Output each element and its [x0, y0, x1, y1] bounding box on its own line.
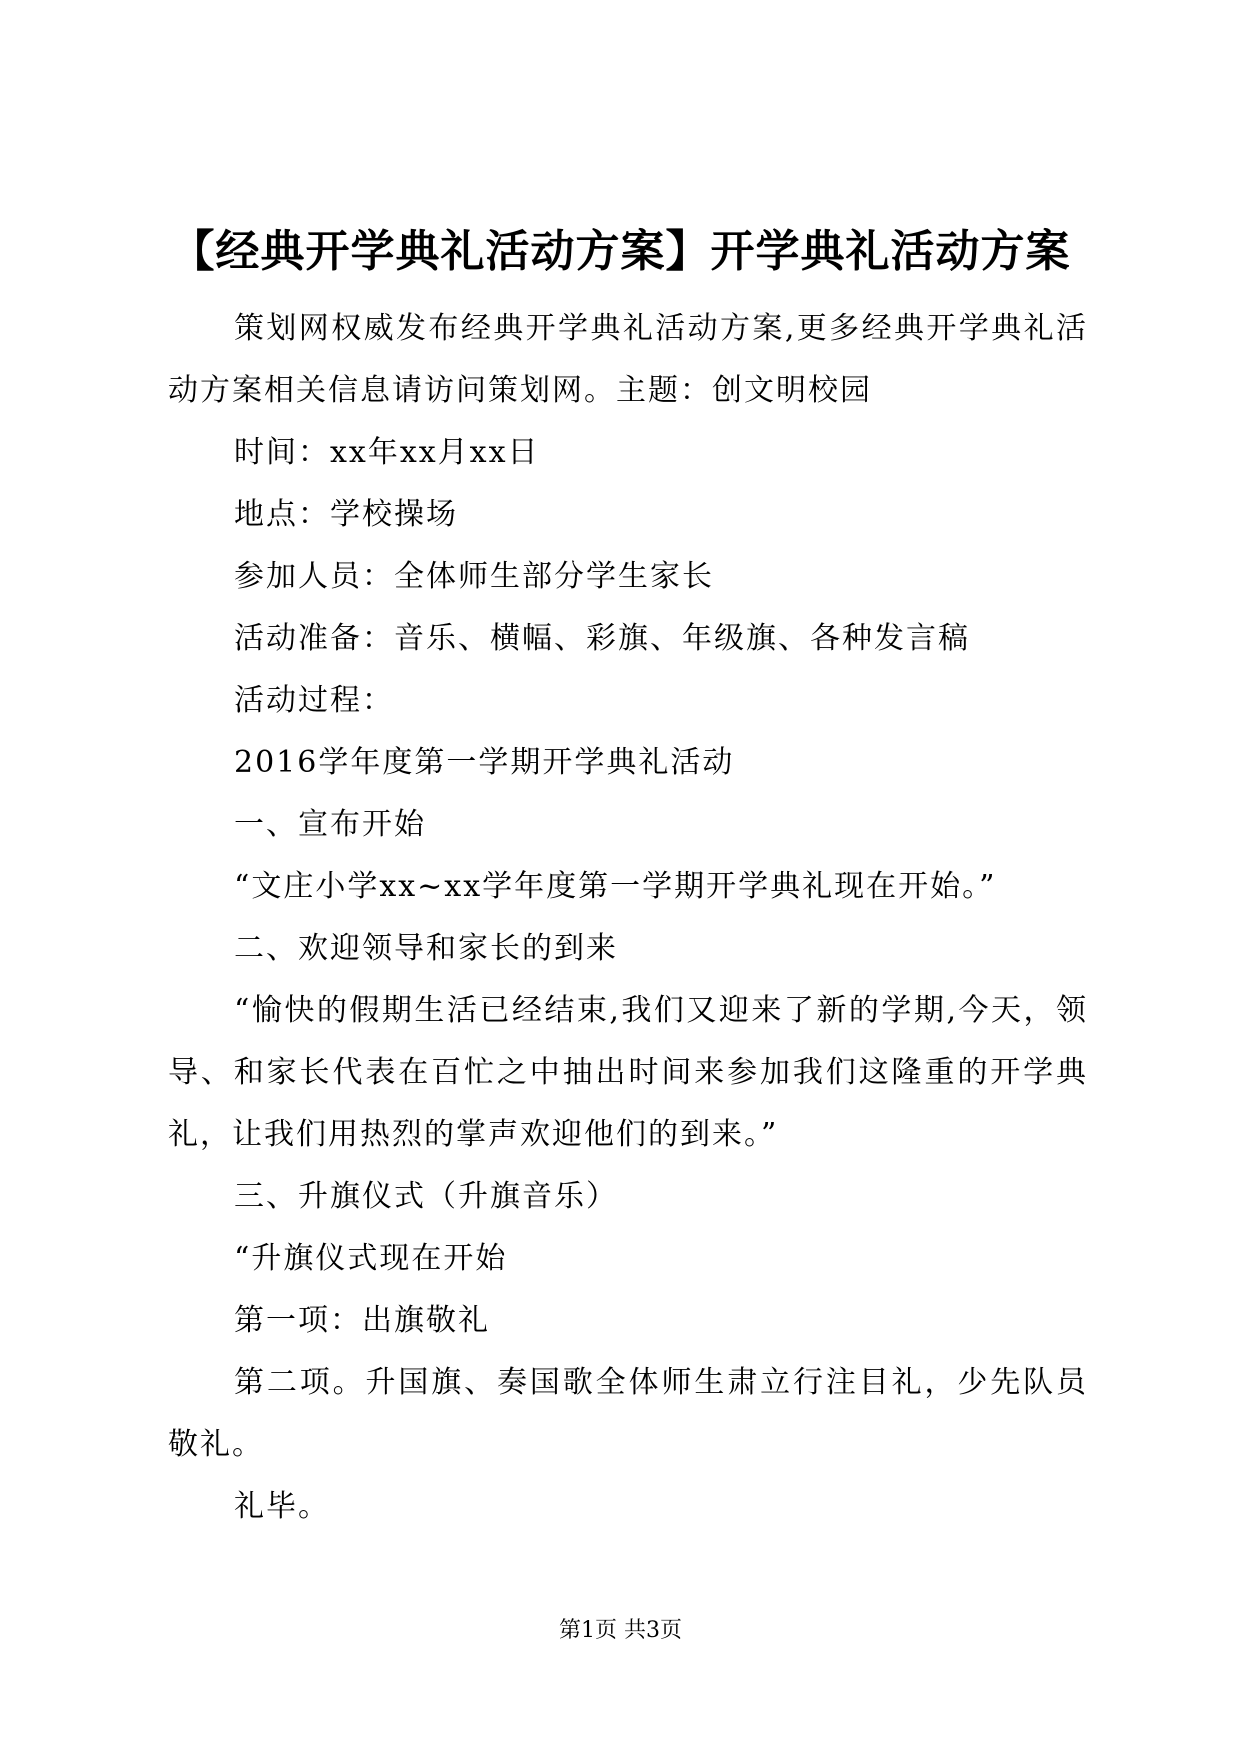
page-footer: 第1页 共3页	[559, 1618, 682, 1643]
document-title: 【经典开学典礼活动方案】开学典礼活动方案	[170, 226, 1071, 277]
section-heading-2: 二、欢迎领导和家长的到来	[234, 931, 618, 966]
paragraph-finish: 礼毕。	[234, 1489, 330, 1524]
paragraph-opening-quote: “文庄小学xx~xx学年度第一学期开学典礼现在开始。”	[234, 869, 997, 904]
paragraph-welcome-quote: “愉快的假期生活已经结束,我们又迎来了新的学期,今天，领导、和家长代表在百忙之中抽出时间来参加我们这隆重的开学典礼，让我们用热烈的掌声欢迎他们的到来。”	[168, 993, 1088, 1152]
paragraph-item-2: 第二项。升国旗、奏国歌全体师生肃立行注目礼，少先队员敬礼。	[168, 1365, 1088, 1462]
paragraph-time: 时间：xx年xx月xx日	[234, 435, 540, 470]
paragraph-item-1: 第一项：出旗敬礼	[234, 1303, 490, 1338]
section-heading-3: 三、升旗仪式（升旗音乐）	[234, 1179, 618, 1214]
section-heading-1: 一、宣布开始	[234, 807, 426, 842]
document-body	[168, 298, 1088, 1538]
paragraph-intro: 策划网权威发布经典开学典礼活动方案,更多经典开学典礼活动方案相关信息请访问策划网。主题：创文明校园	[168, 311, 1088, 408]
paragraph-participants: 参加人员：全体师生部分学生家长	[234, 559, 714, 594]
paragraph-event-name: 2016学年度第一学期开学典礼活动	[234, 745, 735, 780]
paragraph-preparation: 活动准备：音乐、横幅、彩旗、年级旗、各种发言稿	[234, 621, 970, 656]
paragraph-location: 地点：学校操场	[234, 497, 458, 532]
paragraph-process-heading: 活动过程：	[234, 683, 394, 718]
paragraph-flag-start: “升旗仪式现在开始	[234, 1241, 508, 1276]
